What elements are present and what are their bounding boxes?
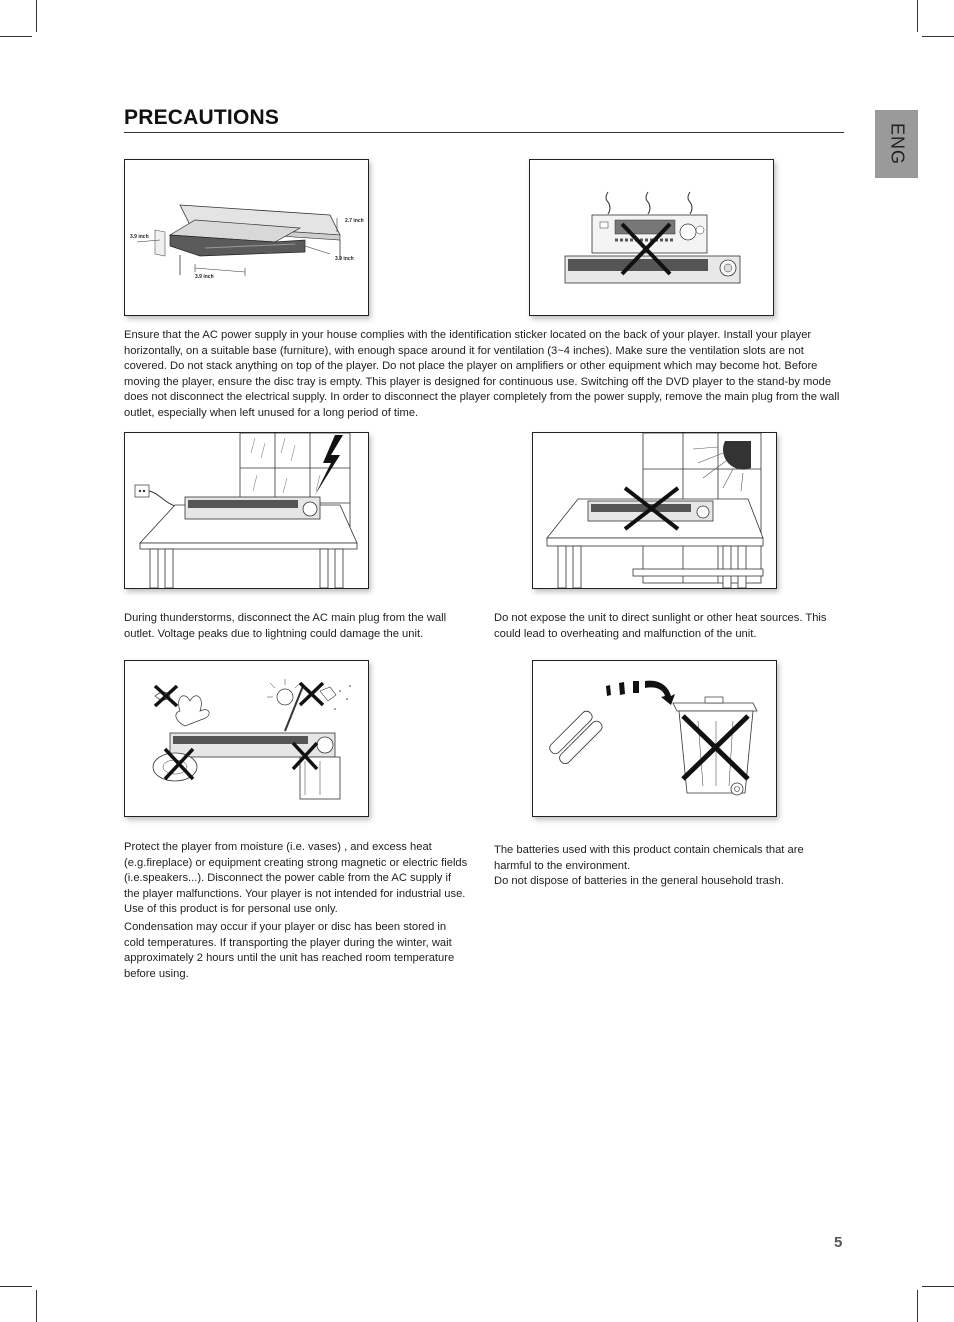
condensation-text: Condensation may occur if your player or disc has been stored in cold temperatures. If transporting the player during the winter, wait approximately 2 hours until the unit has reached room temperature before using. <box>124 921 455 980</box>
crop-mark <box>0 1286 32 1287</box>
dimension-label-left: 3.9 inch <box>130 234 149 240</box>
crop-mark <box>917 0 918 32</box>
ventilation-illustration <box>125 160 368 315</box>
moisture-text: Protect the player from moisture (i.e. vases) , and excess heat (e.g.fireplace) or equipment creating strong magnetic or electric fields (i.e.speakers...). Disconnect the power cable from the AC supply if the player malfunctions. Your player is not intended for industrial use. Use of this product is for personal use only. <box>124 841 468 915</box>
figure-ventilation <box>124 159 369 316</box>
sunlight-text: Do not expose the unit to direct sunlight or other heat sources. This could lead to overheating and malfunction of the unit. <box>494 612 827 640</box>
page-title: PRECAUTIONS <box>124 106 280 129</box>
figure-thunderstorm <box>124 432 369 589</box>
figure-sunlight <box>532 432 777 589</box>
thunderstorm-text: During thunderstorms, disconnect the AC main plug from the wall outlet. Voltage peaks due to lightning could damage the unit. <box>124 612 447 640</box>
sunlight-illustration <box>533 433 776 588</box>
crop-mark <box>0 36 32 37</box>
crop-mark <box>36 1290 37 1322</box>
battery-disposal-text: Do not dispose of batteries in the general household trash. <box>494 875 784 887</box>
crop-mark <box>922 1286 954 1287</box>
title-rule <box>124 132 844 133</box>
figure-batteries <box>532 660 777 817</box>
dimension-label-bottom: 3.9 inch <box>195 274 214 280</box>
dimension-label-right: 3.9 inch <box>335 256 354 262</box>
language-tab <box>875 110 918 178</box>
batteries-illustration <box>533 661 776 816</box>
main-precautions-text: Ensure that the AC power supply in your house complies with the identification sticker located on the back of your player. Install your player horizontally, on a suitable base (furniture), with enough space around it for ventilation (3~4 inches). Make sure the ventilation slots are not covered. Do not stack anything on top of the player. Do not place the player on amplifiers or other equipment which may become hot. Before moving the player, ensure the disc tray is empty. This player is designed for continuous use. Switching off the DVD player to the stand-by mode does not disconnect the electrical supply. In order to disconnect the player completely from the power supply, remove the main plug from the wall outlet, especially when left unused for a long period of time. <box>124 329 840 419</box>
figure-moisture-heat <box>124 660 369 817</box>
crop-mark <box>36 0 37 32</box>
thunderstorm-illustration <box>125 433 368 588</box>
battery-text: The batteries used with this product contain chemicals that are harmful to the environment. <box>494 844 804 872</box>
crop-mark <box>917 1290 918 1322</box>
no-stacking-illustration <box>530 160 773 315</box>
dimension-label-top-right: 2.7 inch <box>345 218 364 224</box>
crop-mark <box>922 36 954 37</box>
moisture-heat-illustration <box>125 661 368 816</box>
figure-no-stacking <box>529 159 774 316</box>
page-number: 5 <box>834 1234 843 1251</box>
language-tab-label: ENG <box>887 122 907 166</box>
